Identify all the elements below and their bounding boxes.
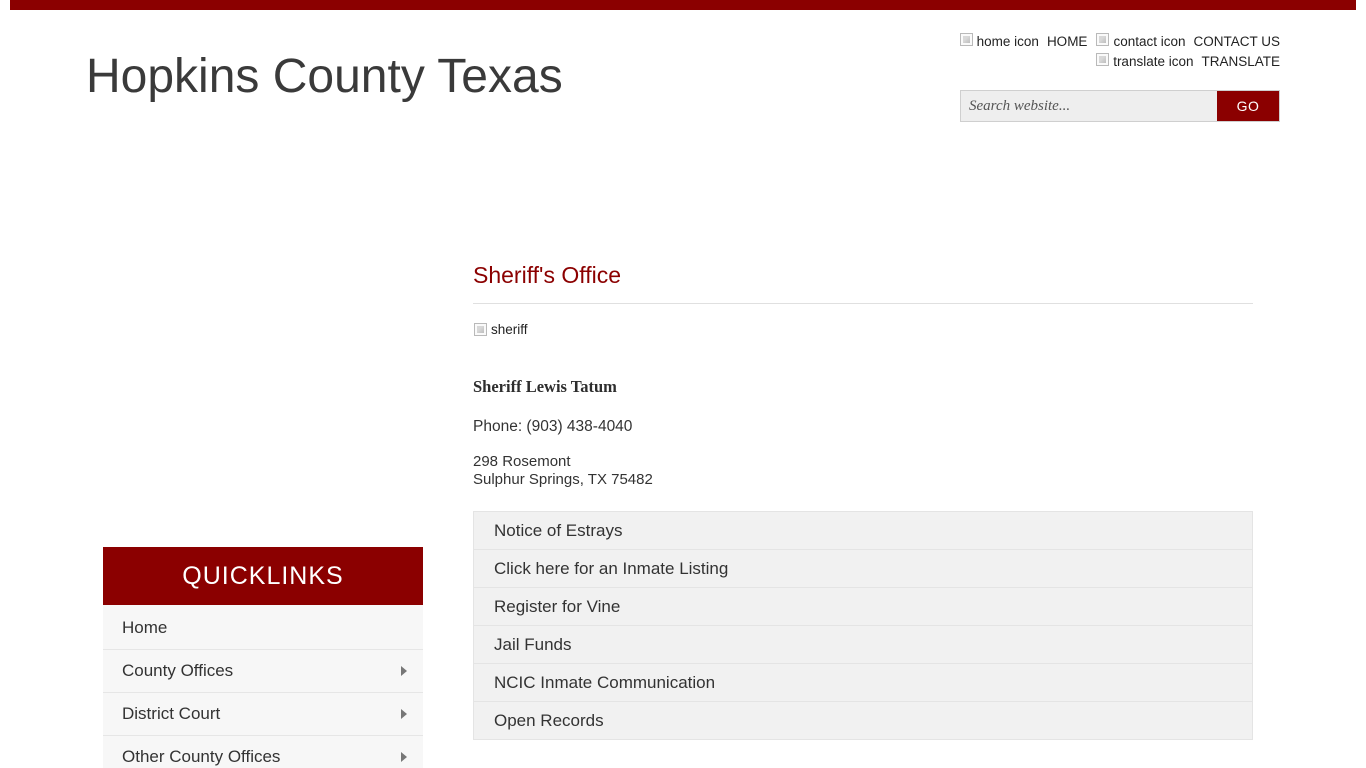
list-item[interactable] xyxy=(474,588,1252,626)
chevron-right-icon xyxy=(401,752,407,762)
main-content xyxy=(473,262,1253,756)
utility-nav-row-2 xyxy=(680,52,1280,72)
home-icon: home icon xyxy=(959,32,1039,52)
utility-link-home-label: HOME xyxy=(1046,34,1088,49)
utility-nav xyxy=(680,32,1280,72)
site-search xyxy=(960,90,1280,122)
search-go-button[interactable]: GO xyxy=(1217,91,1279,121)
list-item[interactable] xyxy=(474,626,1252,664)
address-line-1: 298 Rosemont xyxy=(473,453,571,470)
search-input[interactable] xyxy=(961,91,1217,121)
list-item-label: Register for Vine xyxy=(494,597,621,616)
quicklinks-panel xyxy=(103,547,423,768)
quicklinks-list xyxy=(103,605,423,768)
content-heading: Sheriff's Office xyxy=(473,262,1253,304)
utility-link-contact-us[interactable] xyxy=(1095,34,1280,49)
translate-icon: translate icon xyxy=(1095,52,1193,72)
list-item-label: Click here for an Inmate Listing xyxy=(494,559,729,578)
contact-icon: contact icon xyxy=(1095,32,1185,52)
phone-number: Phone: (903) 438-4040 xyxy=(473,418,633,435)
left-gutter xyxy=(0,0,10,768)
sidebar-item-label: Home xyxy=(122,618,168,637)
list-item[interactable] xyxy=(474,550,1252,588)
right-gutter xyxy=(1356,0,1366,768)
chevron-right-icon xyxy=(401,666,407,676)
utility-link-contact-us-label: CONTACT US xyxy=(1193,34,1280,49)
officer-name: Sheriff Lewis Tatum xyxy=(473,377,617,396)
sidebar-item-label: Other County Offices xyxy=(122,747,281,766)
list-item-label: Jail Funds xyxy=(494,635,572,654)
top-accent-bar xyxy=(0,0,1366,10)
sidebar-item-district-court[interactable] xyxy=(103,693,423,736)
list-item-label: Notice of Estrays xyxy=(494,521,623,540)
quicklinks-title: QUICKLINKS xyxy=(103,547,423,605)
sidebar-item-county-offices[interactable] xyxy=(103,650,423,693)
list-item[interactable] xyxy=(474,512,1252,550)
sidebar-item-label: District Court xyxy=(122,704,221,723)
sidebar-item-other-county-offices[interactable] xyxy=(103,736,423,768)
resource-link-list xyxy=(473,511,1253,740)
sidebar-item-home[interactable] xyxy=(103,605,423,650)
chevron-right-icon xyxy=(401,709,407,719)
utility-link-translate[interactable] xyxy=(1095,54,1280,69)
list-item-label: NCIC Inmate Communication xyxy=(494,673,716,692)
address-line-2: Sulphur Springs, TX 75482 xyxy=(473,471,653,488)
list-item[interactable] xyxy=(474,702,1252,740)
utility-link-translate-label: TRANSLATE xyxy=(1201,54,1280,69)
list-item-label: Open Records xyxy=(494,711,604,730)
utility-link-home[interactable] xyxy=(959,34,1088,49)
sidebar-item-label: County Offices xyxy=(122,661,234,680)
sheriff-photo: sheriff xyxy=(473,322,528,337)
address xyxy=(473,453,1253,489)
list-item[interactable] xyxy=(474,664,1252,702)
utility-nav-row-1 xyxy=(680,32,1280,52)
page-title: Hopkins County Texas xyxy=(86,50,563,103)
